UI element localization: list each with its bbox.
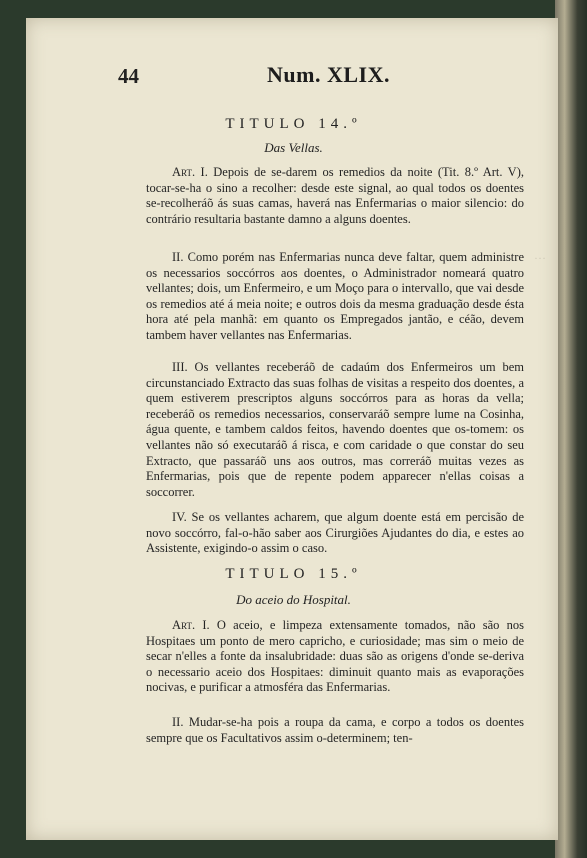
paragraph-t15-art-1 <box>146 618 524 696</box>
paragraph-t14-art-4 <box>146 510 524 557</box>
article-text: Se os vellantes acharem, que algum doente está em percisão de novo soccórro, fal-o-hão saber aos Cirurgiões Ajudantes do dia, e estes ao Assistente, exigindo-o assim o caso. <box>146 510 524 556</box>
paragraph-t15-art-2 <box>146 715 524 746</box>
page-number: 44 <box>118 64 139 88</box>
article-label: IV. <box>172 510 187 524</box>
section-subheading-vellas: Das Vellas. <box>264 140 323 155</box>
paragraph-t14-art-3 <box>146 360 524 500</box>
article-text: Depois de se-darem os remedios da noite (Tit. 8.º Art. V), tocar-se-ha o sino a recolher: desde este signal, ao qual todos os doentes se-recolheráõ ás suas camas, haverá nas Enfermarias o maior silencio: do contrário resultaria bastante damno a alguns doentes. <box>146 165 525 226</box>
article-text: Os vellantes receberáõ de cadaúm dos Enfermeiros um bem circunstanciado Extracto das suas folhas de visitas a respeito dos doentes, a quem estiverem prescriptos alguns soccórros para as horas da vella; receberáõ os remedios necessarios, conservaráõ sempre lume na Cosinha, água quente, e tambem caldos feitos, havendo doentes que os-tomem: os vellantes não só executaráõ á risca, e com caridade o que constar do seu Extracto, que passaráõ uns aos outros, mas correráõ muitas vezes as Enfermarias, pois que de repente podem apparecer n'ellas coisas a soccorrer. <box>146 360 524 499</box>
ink-bleed-through: … <box>534 248 546 262</box>
article-label: III. <box>172 360 188 374</box>
article-label: II. <box>172 250 184 264</box>
article-label: II. <box>172 715 184 729</box>
section-subheading-aceio: Do aceio do Hospital. <box>236 592 351 607</box>
section-heading-titulo-14: TITULO 14.º <box>225 116 362 132</box>
article-label: Art. I. <box>172 165 208 179</box>
article-label: Art. I. <box>172 618 210 632</box>
paragraph-t14-art-2 <box>146 250 524 344</box>
section-heading-titulo-15: TITULO 15.º <box>225 566 362 582</box>
article-text: Como porém nas Enfermarias nunca deve faltar, quem administre os necessarios soccórros aos doentes, o Administrador nomeará quatro vellantes; dois, um Enfermeiro, e um Moço para o intervallo, que vai desde os remedios até á meia noite; e outros dois da mesma graduação desde ésta hora até pela manhã: em quanto os Empregados jantão, e céão, devem tambem haver vellantes nas Enfermarias. <box>146 250 524 342</box>
article-text: Mudar-se-ha pois a roupa da cama, e corpo a todos os doentes sempre que os Facultativos assim o-determinem; ten- <box>146 715 524 745</box>
page-header <box>0 62 587 92</box>
article-text: O aceio, e limpeza extensamente tomados, não são nos Hospitaes um ponto de mero capricho, e curiosidade; mas sim o meio de secar n'elles a fonte da insalubridade: duas são as origens d'onde se-deriva o necessario aceio dos Hospitaes: diminuit quanto mais as evaporações nocivas, e purificar a atmosféra das Enfermarias. <box>146 618 525 695</box>
issue-number: Num. XLIX. <box>267 62 390 87</box>
paragraph-t14-art-1 <box>146 165 524 227</box>
